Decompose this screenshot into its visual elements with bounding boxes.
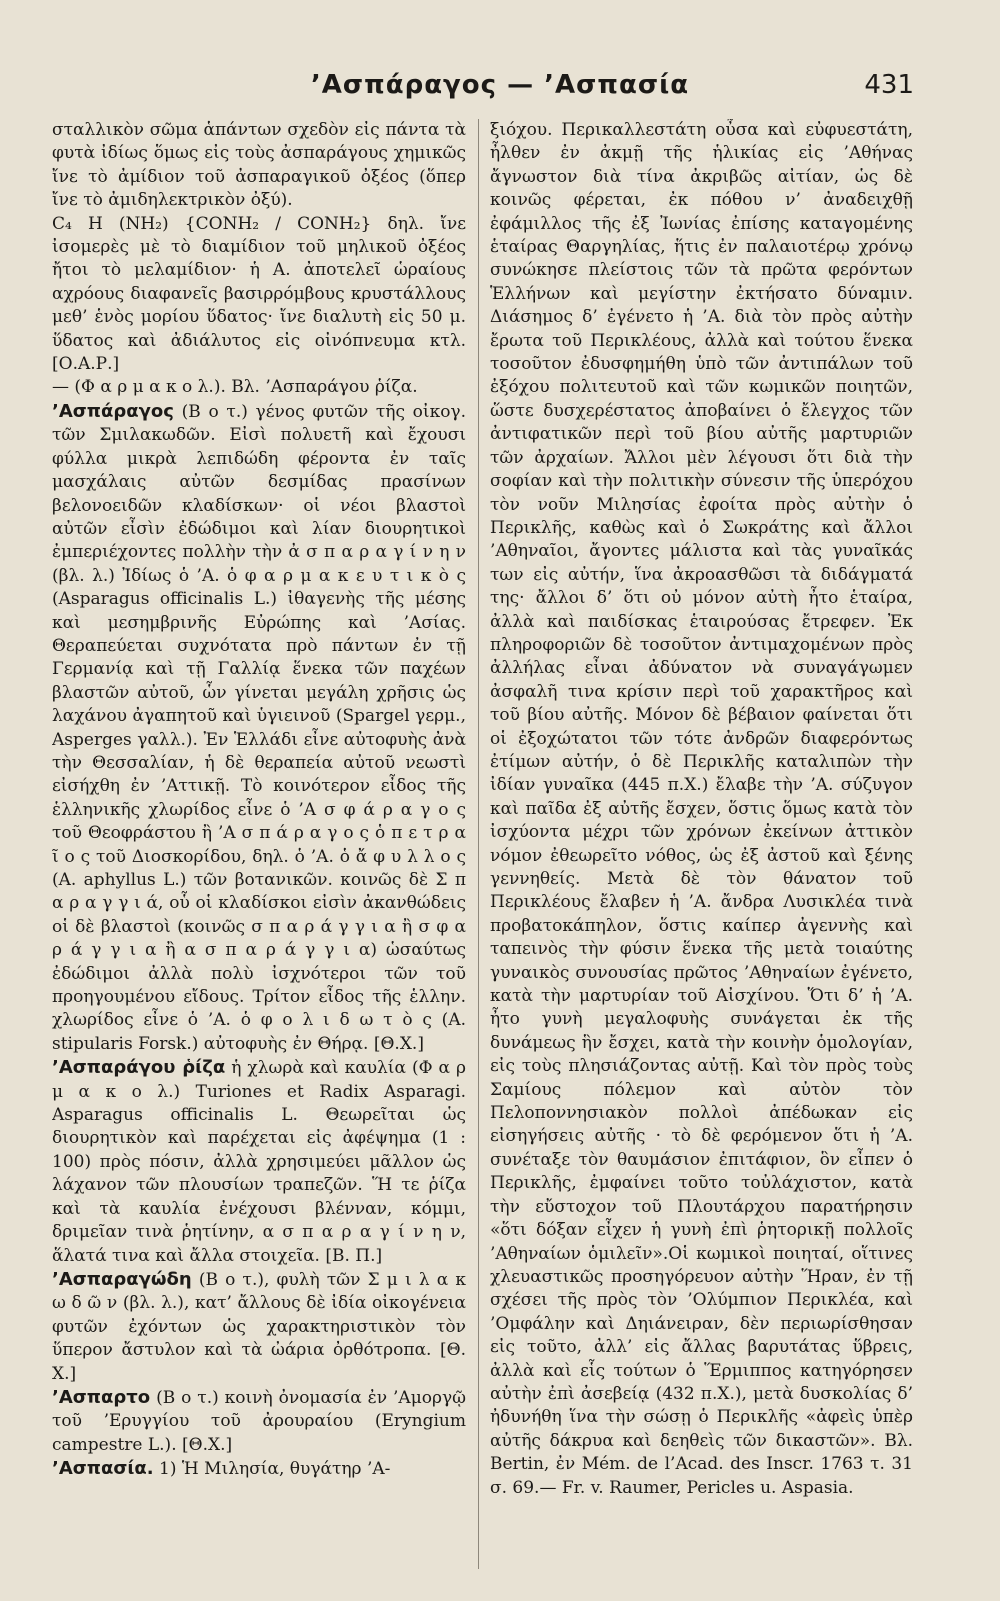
entry-text: (Β ο τ.) κοινὴ ὀνομασία ἐν ’Αμοργῷ τοῦ ’Ερυγγίου τοῦ ἀρουραίου (Eryngium campestre L.). [Θ.Χ.] (52, 1387, 466, 1455)
paragraph: σταλλικὸν σῶμα ἁπάντων σχεδὸν εἰς πάντα τὰ φυτὰ ἰδίως ὅμως εἰς τοὺς ἀσπαράγους χημικῶς ἴνε τὸ ἀμίδιον τοῦ ἀσπαραγικοῦ ὀξέος (ὅπερ ἴνε τὸ ἀμιδηλεκτρικὸν ὀξύ). (52, 120, 466, 211)
cross-reference: — (Φ α ρ μ α κ ο λ.). Βλ. ’Ασπαράγου ῥίζα. (52, 377, 418, 398)
entry-asparagou-riza (52, 1056, 466, 1268)
entry-text: (Β ο τ.), φυλὴ τῶν Σ μ ι λ α κ ω δ ῶ ν (βλ. λ.), κατ’ ἄλλους δὲ ἰδία οἰκογένεια φυτῶν ἐχόντων ὡς χαρακτηριστικὸν τὸν ὕπερον ἄστυλον καὶ τὰ ὠάρια ὀρθότροπα. [Θ. Χ.] (52, 1269, 466, 1384)
headword: ’Ασπαρτο (52, 1386, 151, 1408)
paragraph: ξιόχου. Περικαλλεστάτη οὖσα καὶ εὐφυεστάτη, ἦλθεν ἐν ἀκμῇ τῆς ἡλικίας εἰς ’Αθήνας ἄγνωστον διὰ τίνα ἀκριβῶς αἰτίαν, ὡς δὲ κοινῶς φέρεται, ἐκ πόθου ν’ ἀναδειχθῇ ἐφάμιλλος τῆς ἐξ Ἰωνίας ἐπίσης καταγομένης ἑταίρας Θαργηλίας, ἥτις ἐν παλαιοτέρῳ χρόνῳ συνώκησε πλείστοις τῶν τὰ πρῶτα φερόντων Ἑλλήνων καὶ μεγίστην ἐκτήσατο δύναμιν. Διάσημος δ’ ἐγένετο ἡ ’Α. διὰ τὸν πρὸς αὐτὴν ἔρωτα τοῦ Περικλέους, ἀλλὰ καὶ τούτου ἕνεκα τοσοῦτον ἐδυσφημήθη ὑπὸ τῶν ἀντιπάλων τοῦ ἐξόχου πολιτευτοῦ καὶ τῶν κωμικῶν ποιητῶν, ὥστε δυσχερέστατος ἀποβαίνει ὁ ἔλεγχος τῶν ἀντιφατικῶν περὶ τοῦ βίου αὐτῆς μαρτυριῶν τῶν ἀρχαίων. Ἄλλοι μὲν λέγουσι ὅτι διὰ τὴν σοφίαν καὶ τὴν πολιτικὴν σύνεσιν τῆς ὑπερόχου τὸν νοῦν Μιλησίας ἐφοίτα πρὸς αὐτὴν ὁ Περικλῆς, καθὼς καὶ ὁ Σωκράτης καὶ ἄλλοι ’Αθηναῖοι, ἄγοντες μάλιστα καὶ τὰς γυναῖκάς των εἰς αὐτήν, ἵνα ἀκροασθῶσι τὰ διδάγματά της· ἄλλοι δ’ ὅτι οὐ μόνον αὐτὴ ἦτο ἑταίρα, ἀλλὰ καὶ παιδίσκας ἑταιρούσας ἔτρεφεν. Ἐκ πληροφοριῶν δὲ τοσοῦτον ἀντιμαχομένων πρὸς ἀλλήλας εἶναι ἀδύνατον νὰ συναγάγωμεν ἀσφαλῆ τινα κρίσιν περὶ τοῦ χαρακτῆρος καὶ τοῦ βίου αὐτῆς. Μόνον δὲ βέβαιον φαίνεται ὅτι οἱ ἐξοχώτατοι τῶν τότε ἀνδρῶν διαφερόντως ἐτίμων αὐτήν, ὁ δὲ Περικλῆς καταλιπὼν τὴν ἰδίαν γυναῖκα (445 π.Χ.) ἔλαβε τὴν ’Α. σύζυγον καὶ παῖδα ἐξ αὐτῆς ἔσχεν, ὅστις ὅμως κατὰ τὸν ἰσχύοντα μέχρι τῶν χρόνων ἐκείνων ἀττικὸν νόμον ἐθεωρεῖτο νόθος, ὡς ἐξ ἀστοῦ καὶ ξένης γεννηθείς. Μετὰ δὲ τὸν θάνατον τοῦ Περικλέους ἔλαβεν ἡ ’Α. ἄνδρα Λυσικλέα τινὰ προβατοκάπηλον, ὅστις καίπερ ἀγεννὴς καὶ ταπεινὸς τὴν φύσιν ἕνεκα τῆς μετὰ τοιαύτης γυναικὸς συνουσίας πρῶτος ’Αθηναίων ἐγένετο, κατὰ τὴν μαρτυρίαν τοῦ Αἰσχίνου. Ὅτι δ’ ἡ ’Α. ἦτο γυνὴ μεγαλοφυὴς συνάγεται ἐκ τῆς δυνάμεως ἣν ἔσχει, κατὰ τὴν κοινὴν ὁμολογίαν, εἰς τοὺς πλησιάζοντας αὐτῇ. Καὶ τὸν πρὸς τοὺς Σαμίους πόλεμον καὶ αὐτὸν τὸν Πελοποννησιακὸν πολλοὶ ἀπέδωκαν εἰς εἰσηγήσεις αὐτῆς · τὸ δὲ φερόμενον ὅτι ἡ ’Α. συνέταξε τὸν θαυμάσιον ἐπιτάφιον, ὃν εἶπεν ὁ Περικλῆς, ἐμφαίνει τοῦτο τοὐλάχιστον, κατὰ τὴν εὔστοχον τοῦ Πλουτάρχου παρατήρησιν «ὅτι δόξαν εἶχεν ἡ γυνὴ ἐπὶ ῥητορικῇ πολλοῖς ’Αθηναίων ὁμιλεῖν».Οἱ κωμικοὶ ποιηταί, οἵτινες χλευαστικῶς προσηγόρευον αὐτὴν Ἥραν, ἐν τῇ σχέσει τῆς πρὸς τὸν ’Ολύμπιον Περικλέα, καὶ ’Ομφάλην καὶ Δηιάνειραν, δὲν περιωρίσθησαν εἰς τοῦτο, ἀλλ’ εἰς ἄλλας βαρυτάτας ὕβρεις, ἀλλὰ καὶ εἷς τούτων ὁ Ἕρμιππος κατηγόρησεν αὐτὴν ἐπὶ ἀσεβείᾳ (432 π.Χ.), μετὰ δυσκολίας δ’ ἠδυνήθη ἵνα τὴν σώσῃ ὁ Περικλῆς «ἀφεὶς ὑπὲρ αὐτῆς δάκρυα καὶ δεηθεὶς τῶν δικαστῶν». Βλ. Bertin, ἐν Mém. de l’Acad. des Inscr. 1763 τ. 31 σ. 69.— Fr. v. Raumer, Pericles u. Aspasia. (490, 120, 913, 1498)
entry-asparto (52, 1386, 466, 1457)
entry-asparagos (52, 400, 466, 1056)
entry-text: (Β ο τ.) γένος φυτῶν τῆς οἰκογ. τῶν Σμιλακωδῶν. Εἰσὶ πολυετῆ καὶ ἔχουσι φύλλα μικρὰ λεπιδώδη φέροντα ἐν ταῖς μασχάλαις αὐτῶν δεσμίδας πρασίνων βελονοειδῶν κλαδίσκων· οἱ νέοι βλαστοὶ αὐτῶν εἶσὶν ἐδώδιμοι καὶ λίαν διουρητικοὶ ἐμπεριέχοντες πολλὴν τὴν ἀ σ π α ρ α γ ί ν η ν (βλ. λ.) Ἰδίως ὁ ’Α. ὁ φ α ρ μ α κ ε υ τ ι κ ὸ ς (Asparagus officinalis L.) ἰθαγενὴς τῆς μέσης καὶ μεσημβρινῆς Εὐρώπης καὶ ’Ασίας. Θεραπεύεται συχνότατα πρὸ πάντων ἐν τῇ Γερμανίᾳ καὶ τῇ Γαλλίᾳ ἕνεκα τῶν παχέων βλαστῶν αὐτοῦ, ὧν γίνεται μεγάλη χρῆσις ὡς λαχάνου ἀγαπητοῦ καὶ ὑγιεινοῦ (Spargel γερμ., Asperges γαλλ.). Ἐν Ἑλλάδι εἶνε αὐτοφυὴς ἀνὰ τὴν Θεσσαλίαν, ἡ δὲ θεραπεία αὐτοῦ νεωστὶ εἰσήχθη ἐν ’Αττικῇ. Τὸ κοινότερον εἶδος τῆς ἑλληνικῆς χλωρίδος εἶνε ὁ ’Α σ φ ά ρ α γ ο ς τοῦ Θεοφράστου ἢ ’Α σ π ά ρ α γ ο ς ὁ π ε τ ρ α ῖ ο ς τοῦ Διοσκορίδου, δηλ. ὁ ’Α. ὁ ἄ φ υ λ λ ο ς (A. aphyllus L.) τῶν βοτανικῶν. κοινῶς δὲ Σ π α ρ α γ γ ι ά, οὗ οἱ κλαδίσκοι εἰσὶν ἀκανθώδεις οἱ δὲ βλαστοὶ (κοινῶς σ π α ρ ά γ γ ι α ἢ σ φ α ρ ά γ γ ι α ἢ α σ π α ρ ά γ γ ι α) ὡσαύτως ἐδώδιμοι ἀλλὰ πολὺ ἰσχνότεροι τῶν τοῦ προηγουμένου εἴδους. Τρίτον εἶδος τῆς ἑλλην. χλωρίδος εἶνε ὁ ’Α. ὁ φ ο λ ι δ ω τ ὸ ς (A. stipularis Forsk.) αὐτοφυὴς ἐν Θήρᾳ. [Θ.Χ.] (52, 401, 466, 1054)
entry-text: 1) Ἡ Μιλησία, θυγάτηρ ’Α- (159, 1459, 391, 1480)
entry-text: ἡ χλωρὰ καὶ καυλία (Φ α ρ μ α κ ο λ.) Turiones et Radix Asparagi. Asparagus officinalis L. Θεωρεῖται ὡς διουρητικὸν καὶ παρέχεται εἰς ἀφέψημα (1 : 100) πρὸς πόσιν, ἀλλὰ χρησιμεύει μᾶλλον ὡς λάχανον τῶν πλουσίων τραπεζῶν. Ἥ τε ῥίζα καὶ τὰ καυλία ἐνέχουσι βλένναν, κόμμι, δριμεῖαν τινὰ ῥητίνην, α σ π α ρ α γ ί ν η ν, ἅλατά τινα καὶ ἄλλα στοιχεῖα. [Β. Π.] (52, 1058, 466, 1266)
entry-asparagode (52, 1268, 466, 1386)
running-head: ’Ασπάραγος — ’Ασπασία (310, 70, 690, 100)
left-column (52, 119, 466, 1564)
headword: ’Ασπαράγου ῥίζα (52, 1057, 226, 1079)
page-number: 431 (864, 70, 914, 100)
page-header (0, 66, 1000, 106)
right-column (490, 119, 913, 1564)
headword: ’Ασπάραγος (52, 400, 174, 422)
chemical-formula-paragraph: C₄ H (NH₂) {CONH₂ / CONH₂} δηλ. ἴνε ἰσομερὲς μὲ τὸ διαμίδιον τοῦ μηλικοῦ ὀξέος ἤτοι τὸ μελαμίδιον· ἡ Α. ἀποτελεῖ ὡραίους αχρόους διαφανεῖς βασιρρόμβους κρυστάλλους μεθ’ ἑνὸς μορίου ὕδατος· ἴνε διαλυτὴ εἰς 50 μ. ὕδατος καὶ ἀδιάλυτος εἰς οἰνόπνευμα κτλ. [Ο.Α.Ρ.] (52, 213, 466, 375)
column-divider (478, 119, 479, 1569)
entry-aspasia (52, 1457, 466, 1481)
headword: ’Ασπαραγώδη (52, 1268, 192, 1290)
headword: ’Ασπασία. (52, 1458, 154, 1480)
